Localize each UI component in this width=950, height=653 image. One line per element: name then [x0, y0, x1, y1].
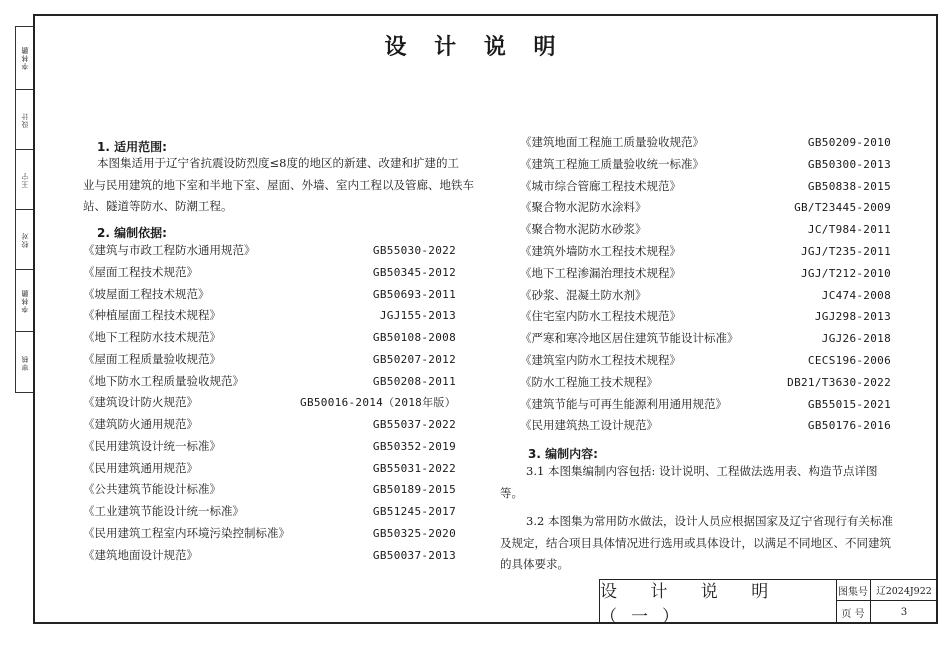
standard-code: GB55031-2022: [372, 461, 456, 475]
standard-name: 《防水工程施工技术规程》: [520, 374, 658, 389]
standard-code: GB/T23445-2009: [794, 201, 891, 215]
standard-row: [520, 219, 891, 241]
text-line: 3.2 本图集为常用防水做法，设计人员应根据国家及辽宁省现行有关标准: [526, 514, 893, 528]
section-heading: 3. 编制内容:: [528, 447, 598, 461]
standard-row: [83, 262, 456, 284]
text-line: 站、隧道等防水、防潮工程。: [83, 199, 233, 213]
title-block: [599, 579, 938, 627]
standard-code: JGJ155-2013: [379, 309, 456, 323]
standard-name: 《建筑工程施工质量验收统一标准》: [520, 156, 704, 171]
standard-code: GB50838-2015: [807, 179, 891, 193]
standard-name: 《聚合物水泥防水砂浆》: [520, 222, 647, 237]
standard-name: 《工业建筑节能设计统一标准》: [83, 504, 244, 518]
standard-name: 《城市综合管廊工程技术规范》: [520, 178, 681, 193]
standard-name: 《住宅室内防水工程技术规范》: [520, 309, 681, 324]
standard-code: GB50189-2015: [372, 483, 456, 497]
standard-row: [520, 415, 891, 437]
standard-row: [83, 458, 456, 480]
standard-row: [83, 501, 456, 523]
standard-code: GB50300-2013: [807, 157, 891, 171]
standard-row: [520, 263, 891, 285]
standard-name: 《建筑地面设计规范》: [83, 547, 198, 562]
signature-sidebar: [15, 26, 33, 393]
page-number-label: 页 号: [836, 601, 871, 623]
standard-name: 《地下工程防水技术规范》: [83, 330, 221, 344]
standard-name: 《严寒和寒冷地区居住建筑节能设计标准》: [520, 331, 739, 346]
standard-code: JGJ298-2013: [814, 310, 891, 324]
sidebar-cell: 审核: [16, 331, 33, 394]
standard-code: GB55030-2022: [372, 244, 456, 257]
text-line: 的具体要求。: [500, 557, 569, 571]
standard-row: [83, 545, 456, 567]
standard-row: [83, 284, 456, 306]
drawing-name: 设 计 说 明（一）: [600, 580, 837, 623]
standard-name: 《聚合物水泥防水涂料》: [520, 200, 647, 215]
standard-name: 《民用建筑通用规范》: [83, 460, 198, 475]
standard-name: 《民用建筑工程室内环境污染控制标准》: [83, 525, 290, 540]
standard-row: [520, 176, 891, 198]
standard-name: 《屋面工程技术规范》: [83, 264, 198, 279]
standard-name: 《公共建筑节能设计标准》: [83, 482, 221, 497]
standard-name: 《民用建筑热工设计规范》: [520, 418, 658, 433]
standard-row: [520, 394, 891, 416]
text-line: 本图集适用于辽宁省抗震设防烈度≤8度的地区的新建、改建和扩建的工: [97, 156, 459, 170]
standard-name: 《建筑设计防火规范》: [83, 395, 198, 410]
section-heading: 2. 编制依据:: [97, 226, 167, 240]
standard-row: [83, 523, 456, 545]
standard-name: 《建筑防火通用规范》: [83, 417, 198, 431]
standard-row: [520, 285, 891, 307]
standard-name: 《地下防水工程质量验收规范》: [83, 373, 244, 388]
standard-code: GB50693-2011: [372, 287, 456, 301]
standard-row: [83, 371, 456, 393]
standard-code: GB51245-2017: [372, 505, 456, 518]
standard-code: GB50345-2012: [372, 265, 456, 279]
standard-code: JC474-2008: [821, 288, 891, 302]
standard-row: [83, 240, 456, 262]
standard-row: [520, 350, 891, 372]
standard-name: 《坡屋面工程技术规范》: [83, 286, 210, 301]
standard-code: GB50208-2011: [372, 374, 456, 388]
standard-name: 《建筑与市政工程防水通用规范》: [83, 243, 256, 257]
standard-name: 《民用建筑设计统一标准》: [83, 438, 221, 453]
section-paragraph: [83, 153, 493, 218]
standard-code: JGJ/T212-2010: [801, 266, 891, 280]
text-line: 业与民用建筑的地下室和半地下室、屋面、外墙、室内工程以及管廊、地铁车: [83, 177, 474, 192]
standard-row: [520, 132, 891, 154]
text-line: 等。: [500, 485, 523, 500]
standard-code: GB55037-2022: [372, 418, 456, 431]
sidebar-cell: 李林鹏: [20, 46, 29, 70]
standard-code: GB50176-2016: [807, 419, 891, 433]
standard-row: [520, 197, 891, 219]
standard-row: [520, 306, 891, 328]
standard-row: [83, 349, 456, 371]
standard-code: JGJ/T235-2011: [801, 245, 891, 258]
standard-name: 《屋面工程质量验收规范》: [83, 351, 221, 366]
standard-row: [520, 328, 891, 350]
section-paragraph: [500, 461, 895, 576]
standard-code: GB50016-2014（2018年版）: [300, 396, 456, 410]
standard-row: [83, 392, 456, 414]
sidebar-cell: 王宁: [16, 149, 33, 210]
standard-row: [520, 241, 891, 263]
standard-name: 《建筑节能与可再生能源利用通用规范》: [520, 396, 727, 411]
standard-code: DB21/T3630-2022: [787, 375, 891, 389]
text-line: 3.1 本图集编制内容包括: 设计说明、工程做法选用表、构造节点详图: [526, 464, 878, 478]
page-number-value: 3: [900, 606, 908, 618]
standard-name: 《建筑外墙防水工程技术规程》: [520, 244, 681, 258]
section-heading: 1. 适用范围:: [97, 140, 167, 154]
standard-name: 《建筑地面工程施工质量验收规范》: [520, 135, 704, 149]
standard-code: JC/T984-2011: [807, 223, 891, 237]
standard-row: [83, 436, 456, 458]
standard-name: 《砂浆、混凝土防水剂》: [520, 287, 647, 302]
standard-row: [83, 479, 456, 501]
standard-code: GB50108-2008: [372, 331, 456, 344]
standard-code: GB50209-2010: [807, 136, 891, 149]
standard-code: GB50037-2013: [372, 548, 456, 562]
sidebar-cell: 设计: [16, 89, 33, 150]
standard-name: 《地下工程渗漏治理技术规程》: [520, 265, 681, 280]
standard-code: GB55015-2021: [807, 397, 891, 411]
standard-code: JGJ26-2018: [821, 332, 891, 346]
sidebar-cell: 李林鹏: [16, 269, 33, 332]
standard-code: GB50207-2012: [372, 352, 456, 366]
standard-code: CECS196-2006: [807, 354, 891, 367]
page-title: 设 计 说 明: [384, 35, 566, 60]
atlas-number-label: 图集号: [836, 580, 871, 601]
standard-row: [520, 372, 891, 394]
standard-row: [83, 327, 456, 349]
standard-name: 《建筑室内防水工程技术规程》: [520, 353, 681, 367]
atlas-number-value: 辽2024J922: [871, 580, 937, 601]
standard-row: [83, 305, 456, 327]
standard-code: GB50325-2020: [372, 526, 456, 540]
standard-name: 《种植屋面工程技术规程》: [83, 308, 221, 323]
standard-row: [83, 414, 456, 436]
text-line: 及规定，结合项目具体情况进行选用或具体设计，以满足不同地区、不同建筑: [500, 535, 891, 550]
sidebar-cell: 校对: [16, 209, 33, 270]
standard-code: GB50352-2019: [372, 439, 456, 453]
standard-row: [520, 154, 891, 176]
